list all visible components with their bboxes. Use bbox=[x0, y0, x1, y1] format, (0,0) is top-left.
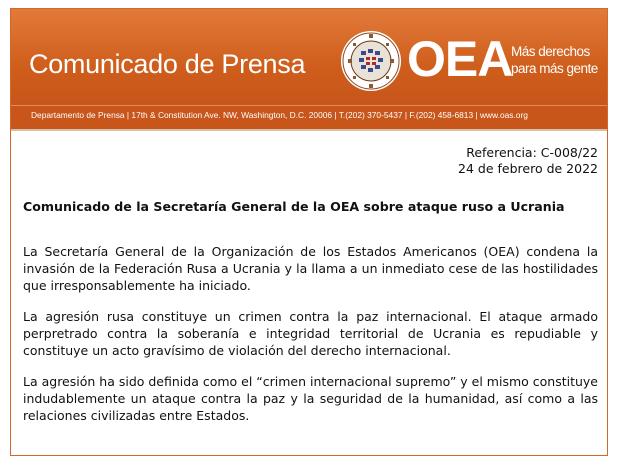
tagline-line-1: Más derechos bbox=[511, 44, 590, 59]
release-headline: Comunicado de la Secretaría General de la OEA sobre ataque ruso a Ucrania bbox=[23, 199, 565, 214]
tagline-line-2: para más gente bbox=[511, 61, 598, 76]
release-body bbox=[11, 129, 607, 455]
press-header bbox=[11, 9, 607, 105]
paragraph-2: La agresión rusa constituye un crimen contra la paz internacional. El ataque armado perpretrado contra la soberanía e integridad territorial de Ucrania es repudiable y constituye un acto gravísimo de violación del derecho internacional. bbox=[23, 309, 598, 358]
tagline bbox=[511, 43, 598, 77]
oas-seal-icon bbox=[339, 29, 403, 93]
paragraph-3: La agresión ha sido definida como el “crimen internacional supremo” y el mismo constituye indudablemente un ataque contra la paz y la seguridad de la humanidad, así como a las relaciones civilizadas entre Estados. bbox=[23, 374, 598, 423]
press-release-frame bbox=[10, 8, 608, 456]
contact-line: Departamento de Prensa | 17th & Constitution Ave. NW, Washington, D.C. 20006 | T.(202) 370-5437 | F.(202) 458-6813 | www.oas.org bbox=[31, 110, 528, 120]
contact-bar bbox=[11, 105, 607, 129]
reference-number: Referencia: C-008/22 bbox=[466, 145, 598, 160]
press-title: Comunicado de Prensa bbox=[29, 49, 306, 79]
paragraph-1: La Secretaría General de la Organización de los Estados Americanos (OEA) condena la invasión de la Federación Rusa a Ucrania y la llama a un inmediato cese de las hostilidades que irresponsablemente ha iniciado. bbox=[23, 244, 598, 293]
oea-logo: OEA bbox=[407, 31, 513, 87]
release-date: 24 de febrero de 2022 bbox=[458, 161, 598, 176]
reference-block bbox=[458, 145, 598, 177]
